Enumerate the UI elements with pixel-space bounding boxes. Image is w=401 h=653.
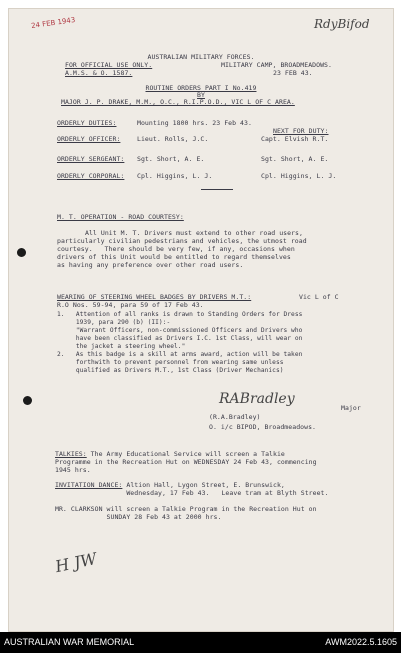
badges-line-3: "Warrant Officers, non-commissioned Officers and Drivers who — [57, 327, 303, 334]
orders-by: BY — [197, 91, 205, 99]
orderly-sergeant-current: Sgt. Short, A. E. — [137, 155, 205, 163]
official-use: FOR OFFICIAL USE ONLY. — [65, 61, 153, 69]
badges-line-4: have been classified as Drivers I.C. 1st Class, will wear on — [57, 335, 303, 342]
badges-heading: WEARING OF STEERING WHEEL BADGES BY DRIVERS M.T.: — [57, 293, 252, 301]
talkies-text-3: 1945 hrs. — [55, 466, 91, 474]
badges-line-7: forthwith to prevent personnel from wearing same unless — [57, 359, 284, 366]
bottom-initials: H JW — [53, 548, 99, 577]
badges-line-1: 1. Attention of all ranks is drawn to Standing Orders for Dress — [57, 311, 303, 318]
reference-number: A.M.S. & O. 1587. — [65, 69, 133, 77]
mt-line-2: particularly civilian pedestrians and vehicles, the utmost road — [57, 237, 307, 245]
handwritten-reference: RdyBifod — [314, 17, 370, 31]
header-date: 23 FEB 43. — [273, 69, 313, 77]
dance-notice — [55, 481, 285, 489]
orderly-duties-label: ORDERLY DUTIES: — [57, 119, 117, 127]
badges-heading-tail: Vic L of C — [299, 293, 339, 301]
talkies-notice — [55, 450, 285, 458]
handwritten-signature: RABradley — [219, 391, 295, 407]
date-stamp: 24 FEB 1943 — [30, 15, 76, 31]
badges-reference: R.O Nos. 59-94, para 59 of 17 Feb 43. — [57, 301, 204, 309]
mt-line-5: as having any preference over other road users. — [57, 261, 244, 269]
mt-line-3: courtesy. There should be very few, if any, occasions when — [57, 245, 295, 253]
talkies-label: TALKIES: — [55, 450, 87, 458]
commanding-officer: MAJOR J. P. DRAKE, M.M., O.C., R.I.P.O.D., VIC L OF C AREA. — [61, 98, 295, 106]
document-page — [8, 8, 394, 632]
mt-operation-heading: M. T. OPERATION - ROAD COURTESY: — [57, 213, 184, 221]
mt-line-1: All Unit M. T. Drivers must extend to other road users, — [85, 229, 303, 237]
orderly-sergeant-label: ORDERLY SERGEANT: — [57, 155, 125, 163]
signature-rank: Major — [341, 404, 361, 412]
punch-hole-bottom — [23, 396, 32, 405]
next-for-duty-heading: NEXT FOR DUTY: — [273, 127, 329, 135]
orderly-corporal-next: Cpl. Higgins, L. J. — [261, 172, 337, 180]
orderly-officer-current: Lieut. Rolls, J.C. — [137, 135, 209, 143]
orderly-officer-next: Capt. Elvish R.T. — [261, 135, 329, 143]
signature-role: O. i/c BIPOD, Broadmeadows. — [209, 423, 317, 431]
badges-line-2: 1939, para 290 (b) (II):- — [57, 319, 171, 326]
section-divider — [201, 189, 233, 190]
orderly-corporal-current: Cpl. Higgins, L. J. — [137, 172, 213, 180]
orderly-sergeant-next: Sgt. Short, A. E. — [261, 155, 329, 163]
footer-accession: AWM2022.5.1605 — [325, 637, 397, 647]
orderly-corporal-label: ORDERLY CORPORAL: — [57, 172, 125, 180]
clarkson-line-1: MR. CLARKSON will screen a Talkie Program in the Recreation Hut on — [55, 505, 317, 513]
camp-name: MILITARY CAMP, BROADMEADOWS. — [221, 61, 332, 69]
orderly-duties-value: Mounting 1800 hrs. 23 Feb 43. — [137, 119, 252, 127]
badges-line-8: qualified as Drivers M.T., 1st Class (Driver Mechanics) — [57, 367, 284, 374]
badges-line-6: 2. As this badge is a skill at arms award, action will be taken — [57, 351, 303, 358]
signature-name: (R.A.Bradley) — [209, 413, 261, 421]
mt-line-4: drivers of this Unit would be entitled to regard themselves — [57, 253, 291, 261]
footer-institution: AUSTRALIAN WAR MEMORIAL — [4, 637, 135, 647]
dance-text-2: Wednesday, 17 Feb 43. Leave tram at Blyth Street. — [55, 489, 329, 497]
punch-hole-top — [17, 248, 26, 257]
org-title: AUSTRALIAN MILITARY FORCES. — [147, 53, 255, 61]
orderly-officer-label: ORDERLY OFFICER: — [57, 135, 121, 143]
footer-bar — [0, 632, 401, 653]
badges-line-5: the jacket a steering wheel." — [57, 343, 186, 350]
talkies-text-2: Programme in the Recreation Hut on WEDNESDAY 24 Feb 43, commencing — [55, 458, 317, 466]
orders-title: ROUTINE ORDERS PART I No.419 — [145, 84, 257, 92]
clarkson-line-2: SUNDAY 28 Feb 43 at 2000 hrs. — [55, 513, 222, 521]
dance-text-1: Altion Hall, Lygon Street, E. Brunswick, — [122, 481, 285, 489]
talkies-text-1: The Army Educational Service will screen a Talkie — [86, 450, 285, 458]
dance-label: INVITATION DANCE: — [55, 481, 123, 489]
